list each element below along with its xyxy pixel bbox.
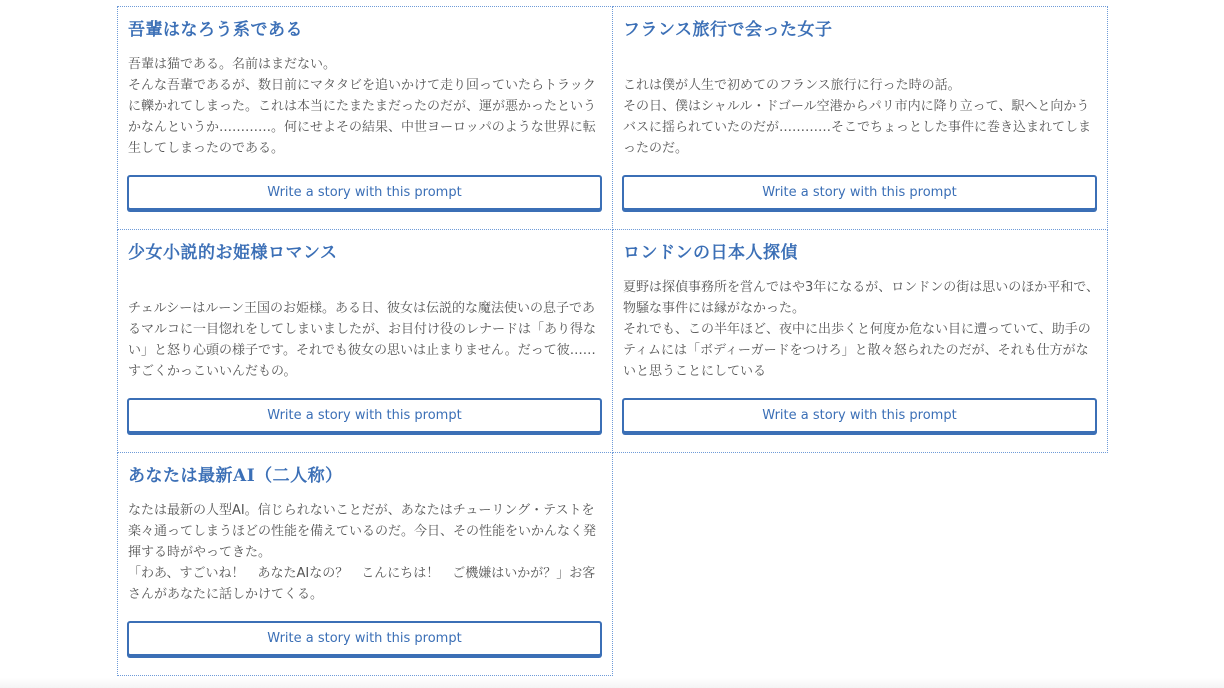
card-description: なたは最新の人型AI。信じられないことだが、あなたはチューリング・テストを楽々通ってしまうほどの性能を備えているのだ。今日、その性能をいかんなく発揮する時がやってきた。 「わあ、すごいね！ あなたAIなの？ こんにちは！ ご機嫌はいかが？」お客さんがあなたに話しかけてくる。: [128, 503, 597, 602]
card-description: チェルシーはルーン王国のお姫様。ある日、彼女は伝説的な魔法使いの息子であるマルコに一目惚れをしてしまいましたが、お目付け役のレナードは「あり得ない」と怒り心頭の様子です。それでも彼女の思いは止まりません。だって彼……すごくかっこいいんだもの。: [128, 301, 597, 379]
write-story-button[interactable]: Write a story with this prompt: [127, 175, 602, 210]
card-title: あなたは最新AI（二人称）: [128, 466, 343, 486]
write-story-button[interactable]: Write a story with this prompt: [127, 621, 602, 656]
card-description: 吾輩は猫である。名前はまだない。 そんな吾輩であるが、数日前にマタタビを追いかけて走り回っていたらトラックに轢かれてしまった。これは本当にたまたまだったのだが、運が悪かったというかなんというか…………。何にせよその結果、中世ヨーロッパのような世界に転生してしまったのである。: [128, 57, 597, 156]
card-title: フランス旅行で会った女子: [623, 20, 833, 40]
prompt-card-princess-romance: [117, 229, 613, 453]
card-title: 少女小説的お姫様ロマンス: [128, 243, 338, 263]
card-title: 吾輩はなろう系である: [128, 20, 303, 40]
write-story-button[interactable]: Write a story with this prompt: [622, 398, 1097, 433]
prompt-card-london-detective: [612, 229, 1108, 453]
prompt-card-naro: [117, 6, 613, 230]
write-story-button[interactable]: Write a story with this prompt: [622, 175, 1097, 210]
card-description: これは僕が人生で初めてのフランス旅行に行った時の話。 その日、僕はシャルル・ドゴール空港からパリ市内に降り立って、駅へと向かうバスに揺られていたのだが…………そこでちょっとした事件に巻き込まれてしまったのだ。: [623, 78, 1092, 156]
card-title: ロンドンの日本人探偵: [623, 243, 798, 263]
prompt-card-france-trip: [612, 6, 1108, 230]
prompt-card-grid: [117, 6, 1107, 675]
card-description: 夏野は探偵事務所を営んではや3年になるが、ロンドンの街は思いのほか平和で、物騒な事件には縁がなかった。 それでも、この半年ほど、夜中に出歩くと何度か危ない目に遭っていて、助手のティムには「ボディーガードをつけろ」と散々怒られたのだが、それも仕方がないと思うことにしている: [623, 280, 1100, 379]
bottom-fade: [0, 678, 1224, 688]
write-story-button[interactable]: Write a story with this prompt: [127, 398, 602, 433]
prompt-card-second-person-ai: [117, 452, 613, 676]
